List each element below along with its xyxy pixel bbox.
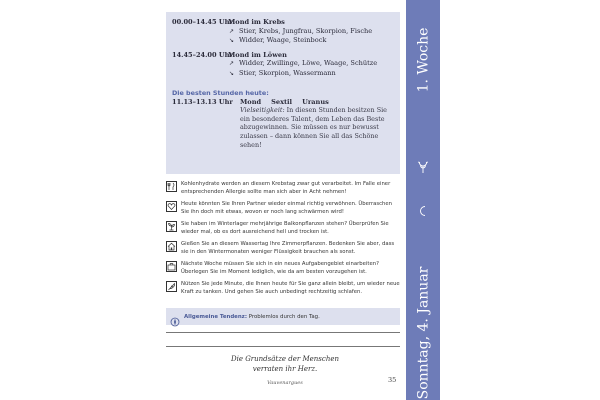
best-hours-text: Vielseitigkeit: In diesen Stunden besitzen Sie ein besonderes Talent, dem Leben das Beste abzugewinnen. Sie müssen es nur bewusst zulassen – dann können Sie all das Schöne sehen! [240, 106, 387, 149]
note-line [166, 346, 400, 347]
moon-entry-1-label: Mond im Krebs [228, 18, 285, 26]
best-hours-h3: Uranus [302, 97, 329, 106]
tip-item: Heute könnten Sie Ihren Partner wieder einmal richtig verwöhnen. Überraschen Sie ihn doch mit etwas, wovon er noch lang schwärmen wird! [166, 200, 400, 216]
tip-item: Sie haben im Winterlager mehrjährige Balkonpflanzen stehen? Überprüfen Sie wieder mal, ob es dort ausreichend hell und trocken ist. [166, 220, 400, 236]
nutrition-icon [166, 181, 177, 192]
quote-author: Vauvenargues [267, 380, 303, 386]
moon-entry-2-time: 14.45–24.00 Uhr [172, 50, 233, 59]
week-label: 1. Woche [415, 27, 432, 93]
tips-list [166, 180, 400, 300]
arrow-up-right-icon: ↗ [229, 27, 235, 35]
moon-entry-1-up: ↗ Stier, Krebs, Jungfrau, Skorpion, Fische [229, 26, 373, 35]
moon-entry-1-time: 00.00–14.45 Uhr [172, 18, 233, 26]
home-icon [166, 241, 177, 252]
tip-item: Kohlenhydrate werden an diesem Krebstag zwar gut verarbeitet. Im Falle einer entsprechenden Allergie sollte man sich aber in Acht nehmen! [166, 180, 400, 196]
feather-icon [166, 281, 177, 292]
moon-entry-1-down: ↘ Widder, Waage, Steinbock [229, 36, 327, 45]
moon-entry-2-label: Mond im Löwen [228, 50, 287, 59]
quote: Die Grundsätze der Menschen verraten ihr Herz. [231, 355, 339, 373]
moon-phase-icon [406, 205, 440, 217]
plant-icon [166, 221, 177, 232]
date-label: Sonntag, 4. Januar [415, 266, 432, 400]
cancer-zodiac-icon [406, 160, 440, 174]
tendency-text: Problemlos durch den Tag. [246, 313, 320, 320]
note-line [166, 332, 400, 333]
arrow-up-right-icon: ↗ [229, 60, 235, 68]
moon-info-box [166, 12, 400, 174]
moon-entry-1 [172, 18, 394, 27]
best-hours-time: 11.13–13.13 Uhr [172, 97, 233, 106]
best-hours-h2: Sextil [271, 97, 293, 106]
work-icon [166, 261, 177, 272]
heart-icon [166, 201, 177, 212]
arrow-down-right-icon: ↘ [229, 69, 235, 77]
calendar-page [160, 10, 442, 400]
page-number: 35 [388, 376, 397, 384]
best-hours-h1: Mond [240, 97, 262, 106]
general-tendency [166, 308, 400, 325]
tendency-label: Allgemeine Tendenz: [184, 313, 247, 320]
best-hours-row [172, 98, 394, 107]
best-hours-title: Die besten Stunden heute: [172, 88, 269, 97]
arrow-down-right-icon: ↘ [229, 37, 235, 45]
compass-icon [170, 312, 180, 322]
moon-entry-2 [172, 51, 394, 60]
tip-item: Nächste Woche müssen Sie sich in ein neues Aufgabengebiet einarbeiten? Überlegen Sie im Moment lediglich, wie da am besten vorzugehen ist. [166, 260, 400, 276]
moon-entry-2-down: ↘ Stier, Skorpion, Wassermann [229, 68, 336, 77]
tip-item: Nützen Sie jede Minute, die Ihnen heute für Sie ganz allein bleibt, um wieder neue Kraft zu tanken. Und gehen Sie auch unbedingt rechtzeitig schlafen. [166, 280, 400, 296]
moon-entry-2-up: ↗ Widder, Zwillinge, Löwe, Waage, Schütze [229, 59, 378, 68]
tip-item: Gießen Sie an diesem Wassertag Ihre Zimmerpflanzen. Bedenken Sie aber, dass sie in den Wintermonaten weniger Flüssigkeit brauchen als sonst. [166, 240, 400, 256]
